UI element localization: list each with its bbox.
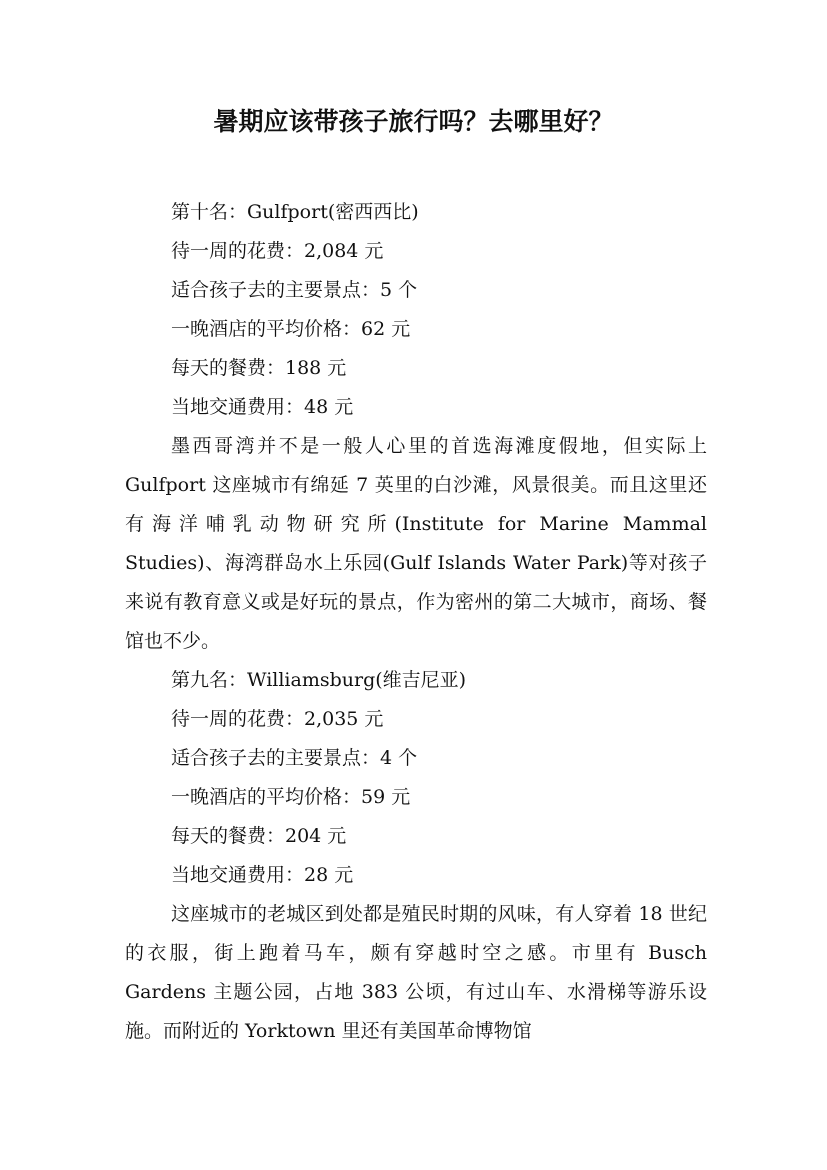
document-title: 暑期应该带孩子旅行吗？去哪里好？: [213, 107, 614, 136]
section10-meal-cost: 每天的餐费：188 元: [171, 357, 347, 379]
section10-attractions: 适合孩子去的主要景点：5 个: [171, 279, 418, 301]
section10-hotel-price: 一晚酒店的平均价格：62 元: [171, 318, 411, 340]
section10-description: 墨西哥湾并不是一般人心里的首选海滩度假地，但实际上 Gulfport 这座城市有绵延 7 英里的白沙滩，风景很美。而且这里还有海洋哺乳动物研究所(Institute for Marine Mammal Studies)、海湾群岛水上乐园(Gulf Islands Water Park)等对孩子来说有教育意义或是好玩的景点，作为密州的第二大城市，商场、餐馆也不少。: [125, 435, 707, 652]
section9-meal-cost: 每天的餐费：204 元: [171, 825, 347, 847]
section10-heading: 第十名：Gulfport(密西西比): [171, 201, 419, 223]
section9-attractions: 适合孩子去的主要景点：4 个: [171, 747, 418, 769]
section9-hotel-price: 一晚酒店的平均价格：59 元: [171, 786, 411, 808]
section9-description: 这座城市的老城区到处都是殖民时期的风味，有人穿着 18 世纪的衣服，街上跑着马车，颇有穿越时空之感。市里有 Busch Gardens 主题公园，占地 383 公顷，有过山车、水滑梯等游乐设施。而附近的 Yorktown 里还有美国革命博物馆: [125, 903, 707, 1042]
section10-transport-cost: 当地交通费用：48 元: [171, 396, 354, 418]
section9-week-cost: 待一周的花费：2,035 元: [171, 708, 384, 730]
document-body: [125, 193, 707, 1051]
section10-week-cost: 待一周的花费：2,084 元: [171, 240, 384, 262]
section9-heading: 第九名：Williamsburg(维吉尼亚): [171, 669, 467, 691]
section9-transport-cost: 当地交通费用：28 元: [171, 864, 354, 886]
